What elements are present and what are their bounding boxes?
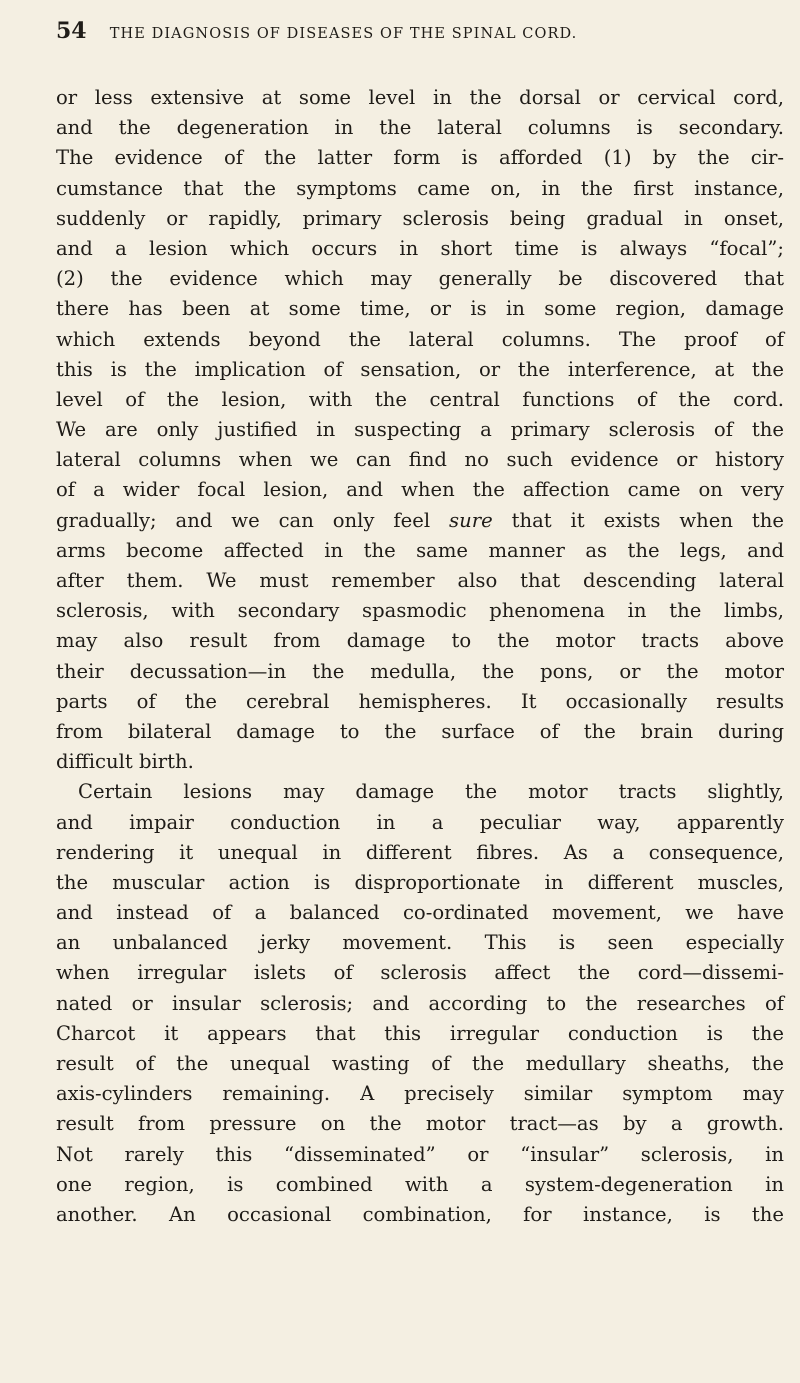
running-title: THE DIAGNOSIS OF DISEASES OF THE SPINAL CORD. bbox=[109, 26, 578, 42]
text-line: sclerosis, with secondary spasmodic phenomena in the limbs, bbox=[56, 599, 784, 623]
text-line: and impair conduction in a peculiar way, apparently bbox=[56, 810, 784, 834]
emphasized-word: sure bbox=[449, 508, 493, 532]
text-line: the muscular action is disproportionate in different muscles, bbox=[56, 870, 784, 894]
text-run: gradually; and we can only feel bbox=[56, 508, 450, 532]
text-line: and instead of a balanced co-ordinated movement, we have bbox=[56, 901, 784, 925]
text-line: arms become affected in the same manner as the legs, and bbox=[56, 538, 784, 562]
page-number: 54 bbox=[56, 18, 87, 44]
text-line: difficult birth. bbox=[56, 750, 194, 774]
text-line: result from pressure on the motor tract—as by a growth. bbox=[56, 1112, 784, 1136]
text-line: nated or insular sclerosis; and according to the researches of bbox=[56, 991, 784, 1015]
text-line: (2) the evidence which may generally be discovered that bbox=[56, 267, 784, 291]
text-line: which extends beyond the lateral columns. The proof of bbox=[56, 327, 784, 351]
text-line: Certain lesions may damage the motor tracts slightly, bbox=[78, 780, 784, 804]
text-line: parts of the cerebral hemispheres. It occasionally results bbox=[56, 689, 784, 713]
text-line bbox=[56, 506, 784, 536]
text-line: axis-cylinders remaining. A precisely similar symptom may bbox=[56, 1082, 784, 1106]
page-header bbox=[56, 18, 756, 48]
text-line: another. An occasional combination, for instance, is the bbox=[56, 1202, 784, 1226]
text-line: from bilateral damage to the surface of the brain during bbox=[56, 719, 784, 743]
text-line: their decussation—in the medulla, the pons, or the motor bbox=[56, 659, 784, 683]
text-line: rendering it unequal in different fibres. As a consequence, bbox=[56, 840, 784, 864]
text-line: and the degeneration in the lateral columns is secondary. bbox=[56, 116, 784, 140]
text-line: lateral columns when we can find no such evidence or history bbox=[56, 448, 784, 472]
text-run: that it exists when the bbox=[492, 508, 784, 532]
text-line: and a lesion which occurs in short time is always “focal”; bbox=[56, 236, 784, 260]
text-line: level of the lesion, with the central functions of the cord. bbox=[56, 387, 784, 411]
text-line: of a wider focal lesion, and when the affection came on very bbox=[56, 478, 784, 502]
text-line: an unbalanced jerky movement. This is seen especially bbox=[56, 931, 784, 955]
text-line: one region, is combined with a system-degeneration in bbox=[56, 1172, 784, 1196]
text-line: may also result from damage to the motor tracts above bbox=[56, 629, 784, 653]
body-text bbox=[56, 83, 784, 1230]
text-line: We are only justified in suspecting a primary sclerosis of the bbox=[56, 418, 784, 442]
text-line: after them. We must remember also that descending lateral bbox=[56, 569, 784, 592]
text-line: there has been at some time, or is in some region, damage bbox=[56, 297, 784, 321]
text-line: The evidence of the latter form is afforded (1) by the cir- bbox=[56, 146, 784, 170]
text-line: cumstance that the symptoms came on, in the first instance, bbox=[56, 176, 784, 200]
text-line: Charcot it appears that this irregular conduction is the bbox=[56, 1021, 784, 1045]
text-line: suddenly or rapidly, primary sclerosis being gradual in onset, bbox=[56, 206, 784, 230]
text-line: or less extensive at some level in the dorsal or cervical cord, bbox=[56, 86, 784, 109]
text-line: when irregular islets of sclerosis affect the cord—dissemi- bbox=[56, 961, 784, 985]
text-line: Not rarely this “disseminated” or “insular” sclerosis, in bbox=[56, 1142, 784, 1166]
text-line: this is the implication of sensation, or the interference, at the bbox=[56, 357, 784, 381]
text-line: result of the unequal wasting of the medullary sheaths, the bbox=[56, 1052, 784, 1075]
